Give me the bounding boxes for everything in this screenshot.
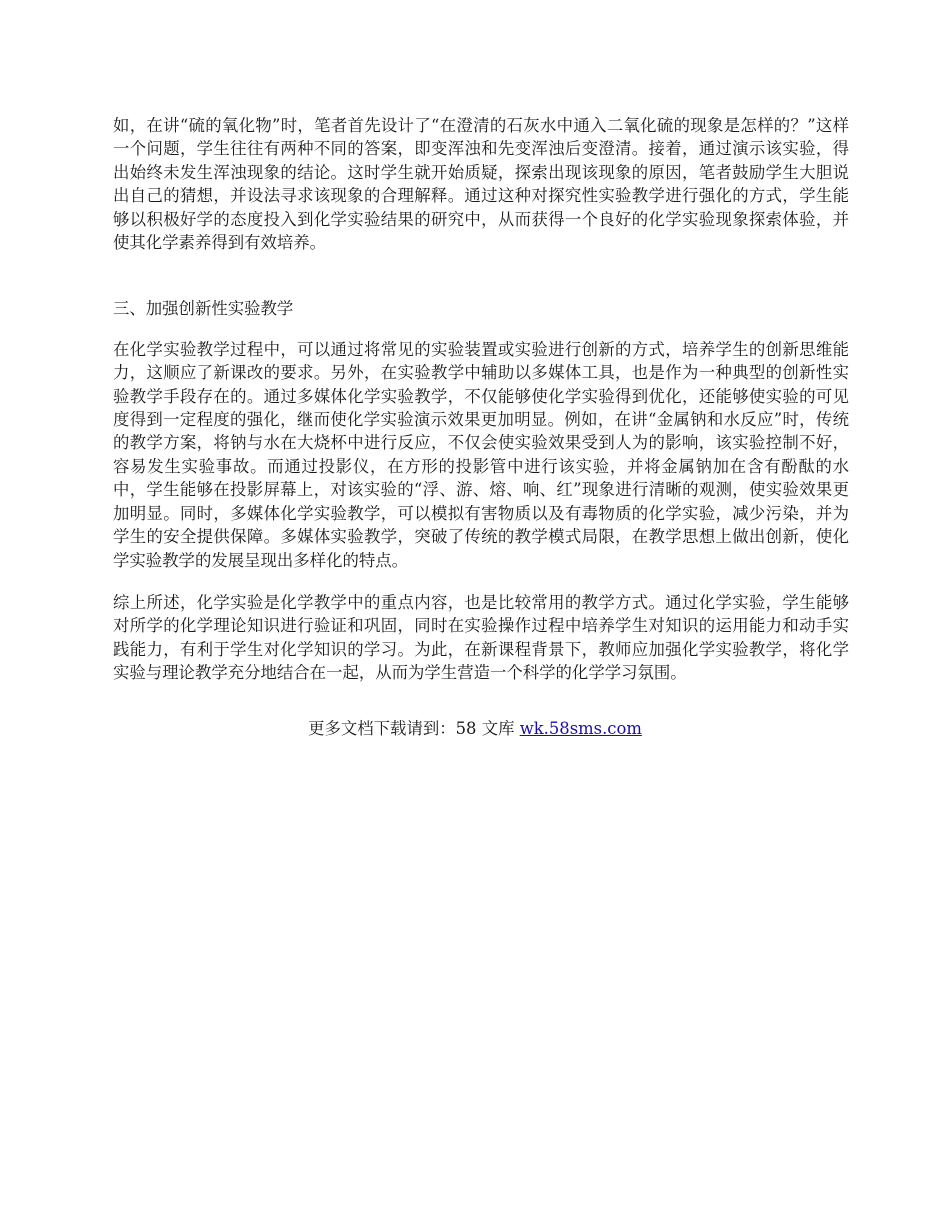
footer-site-link[interactable]: wk.58sms.com <box>519 719 642 738</box>
download-footer <box>0 717 950 740</box>
paragraph-innovative-experiment: 在化学实验教学过程中，可以通过将常见的实验装置或实验进行创新的方式，培养学生的创新思维能力，这顺应了新课改的要求。另外，在实验教学中辅助以多媒体工具，也是作为一种典型的创新性实验教学手段存在的。通过多媒体化学实验教学，不仅能够使化学实验得到优化，还能够使实验的可见度得到一定程度的强化，继而使化学实验演示效果更加明显。例如，在讲“金属钠和水反应”时，传统的教学方案，将钠与水在大烧杯中进行反应，不仅会使实验效果受到人为的影响，该实验控制不好，容易发生实验事故。而通过投影仪，在方形的投影管中进行该实验，并将金属钠加在含有酚酞的水中，学生能够在投影屏幕上，对该实验的“浮、游、熔、响、红”现象进行清晰的观测，使实验效果更加明显。同时，多媒体化学实验教学，可以模拟有害物质以及有毒物质的化学实验，减少污染，并为学生的安全提供保障。多媒体实验教学，突破了传统的教学模式局限，在教学思想上做出创新，使化学实验教学的发展呈现出多样化的特点。 <box>113 339 849 570</box>
document-body <box>113 114 849 685</box>
section-heading: 三、加强创新性实验教学 <box>113 299 294 319</box>
paragraph-exploratory-experiment: 如，在讲“硫的氧化物”时，笔者首先设计了“在澄清的石灰水中通入二氧化硫的现象是怎样的？”这样一个问题，学生往往有两种不同的答案，即变浑浊和先变浑浊后变澄清。接着，通过演示该实验，得出始终未发生浑浊现象的结论。这时学生就开始质疑，探索出现该现象的原因，笔者鼓励学生大胆说出自己的猜想，并设法寻求该现象的合理解释。通过这种对探究性实验教学进行强化的方式，学生能够以积极好学的态度投入到化学实验结果的研究中，从而获得一个良好的化学实验现象探索体验，并使其化学素养得到有效培养。 <box>113 116 849 253</box>
footer-prefix: 更多文档下载请到：58 文库 <box>308 719 520 738</box>
paragraph-conclusion: 综上所述，化学实验是化学教学中的重点内容，也是比较常用的教学方式。通过化学实验，学生能够对所学的化学理论知识进行验证和巩固，同时在实验操作过程中培养学生对知识的运用能力和动手实践能力，有利于学生对化学知识的学习。为此，在新课程背景下，教师应加强化学实验教学，将化学实验与理论教学充分地结合在一起，从而为学生营造一个科学的化学学习氛围。 <box>113 592 849 683</box>
